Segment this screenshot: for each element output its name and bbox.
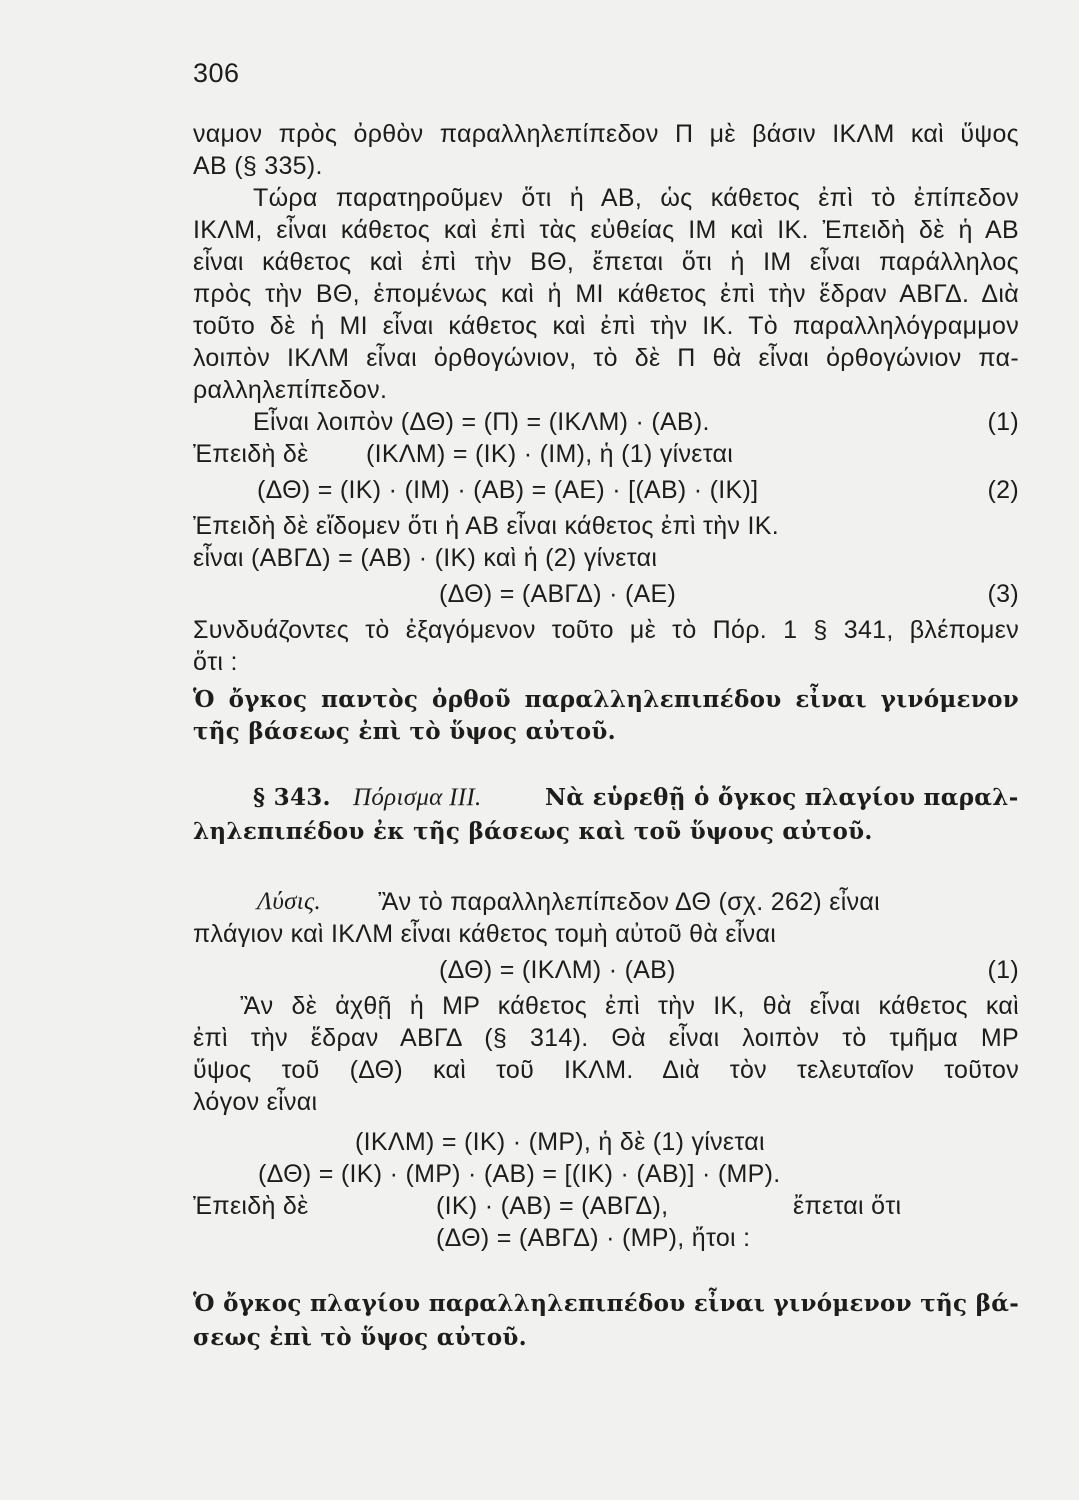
section-statement: Νὰ εὑρεθῇ ὁ ὄγκος πλαγίου παραλ- (545, 784, 1019, 811)
equation: (ΔΘ) = (ΙΚΛΜ) · (ΑΒ) (439, 956, 676, 984)
equation-line (193, 578, 1019, 610)
equation: (ΔΘ) = (ΙΚ) · (ΙΜ) · (ΑΒ) = (ΑΕ) · [(ΑΒ) · (ΙΚ)] (257, 476, 759, 504)
solution-label: Λύσις. (257, 888, 322, 915)
text-fragment: Ἐπειδὴ δὲ (193, 440, 309, 468)
equation-number: (1) (987, 956, 1019, 984)
equation-line (193, 954, 1019, 986)
text-line: ὅτι : (193, 648, 238, 676)
text-fragment: Ἂν τὸ παραλληλεπίπεδον ΔΘ (σχ. 262) εἶναι (378, 888, 880, 916)
text-line: Ἂν δὲ ἀχθῇ ἡ ΜΡ κάθετος ἐπὶ τὴν ΙΚ, θὰ εἶναι κάθετος καὶ (240, 992, 1019, 1020)
text-line: ΑΒ (§ 335). (193, 152, 323, 180)
text-line: εἶναι κάθετος καὶ ἐπὶ τὴν ΒΘ, ἔπεται ὅτι ἡ ΙΜ εἶναι παράλληλος (193, 248, 1019, 276)
text-line: Συνδυάζοντες τὸ ἐξαγόμενον τοῦτο μὲ τὸ Πόρ. 1 § 341, βλέπομεν (193, 616, 1019, 644)
equation: (ΙΚΛΜ) = (ΙΚ) · (ΜΡ), ἡ δὲ (1) γίνεται (355, 1128, 765, 1156)
text-line: ΙΚΛΜ, εἶναι κάθετος καὶ ἐπὶ τὰς εὐθείας ΙΜ καὶ ΙΚ. Ἐπειδὴ δὲ ἡ ΑΒ (193, 216, 1019, 244)
theorem-line: σεως ἐπὶ τὸ ὕψος αὐτοῦ. (193, 1324, 527, 1351)
text-line: πρὸς τὴν ΒΘ, ἑπομένως καὶ ἡ ΜΙ κάθετος ἐπὶ τὴν ἕδραν ΑΒΓΔ. Διὰ (193, 280, 1019, 308)
equation: Εἶναι λοιπὸν (ΔΘ) = (Π) = (ΙΚΛΜ) · (ΑΒ). (253, 408, 710, 436)
equation: (ΙΚΛΜ) = (ΙΚ) · (ΙΜ), ἡ (1) γίνεται (366, 440, 734, 468)
text-line: λόγον εἶναι (193, 1088, 318, 1116)
text-line: ὕψος τοῦ (ΔΘ) καὶ τοῦ ΙΚΛΜ. Διὰ τὸν τελευταῖον τοῦτον (193, 1056, 1019, 1084)
equation-line (193, 1190, 1019, 1222)
equation: (ΔΘ) = (ΙΚ) · (ΜΡ) · (ΑΒ) = [(ΙΚ) · (ΑΒ)] · (ΜΡ). (258, 1160, 781, 1188)
text-fragment: ἔπεται ὅτι (793, 1192, 902, 1220)
page-number: 306 (193, 58, 240, 88)
equation: (ΔΘ) = (ΑΒΓΔ) · (ΑΕ) (439, 580, 677, 608)
section-number: § 343. (253, 784, 331, 811)
text-fragment: Ἐπειδὴ δὲ (193, 1192, 309, 1220)
equation-line (193, 438, 1019, 470)
equation-number: (3) (987, 580, 1019, 608)
section-title: Πόρισμα ΙΙΙ. (353, 784, 482, 811)
equation-number: (1) (987, 408, 1019, 436)
text-line: εἶναι (ΑΒΓΔ) = (ΑΒ) · (ΙΚ) καὶ ἡ (2) γίνεται (193, 544, 658, 572)
equation-line (193, 406, 1019, 438)
text-line: Τώρα παρατηροῦμεν ὅτι ἡ ΑΒ, ὡς κάθετος ἐπὶ τὸ ἐπίπεδον (253, 184, 1019, 212)
section-statement-cont: ληλεπιπέδου ἐκ τῆς βάσεως καὶ τοῦ ὕψους αὐτοῦ. (193, 818, 873, 845)
text-line: τοῦτο δὲ ἡ ΜΙ εἶναι κάθετος καὶ ἐπὶ τὴν ΙΚ. Τὸ παραλληλόγραμμον (193, 312, 1019, 340)
text-line: πλάγιον καὶ ΙΚΛΜ εἶναι κάθετος τομὴ αὐτοῦ θὰ εἶναι (193, 920, 777, 948)
theorem-line: Ὁ ὄγκος παντὸς ὀρθοῦ παραλληλεπιπέδου εἶναι γινόμενον (193, 686, 1019, 713)
text-line: ἐπὶ τὴν ἕδραν ΑΒΓΔ (§ 314). Θὰ εἶναι λοιπὸν τὸ τμῆμα ΜΡ (193, 1024, 1019, 1052)
text-line: λοιπὸν ΙΚΛΜ εἶναι ὀρθογώνιον, τὸ δὲ Π θὰ εἶναι ὀρθογώνιον πα- (193, 344, 1019, 372)
equation-number: (2) (987, 476, 1019, 504)
text-line: Ἐπειδὴ δὲ εἴδομεν ὅτι ἡ ΑΒ εἶναι κάθετος ἐπὶ τὴν ΙΚ. (193, 512, 779, 540)
theorem-line: Ὁ ὄγκος πλαγίου παραλληλεπιπέδου εἶναι γινόμενον τῆς βά- (193, 1290, 1020, 1317)
theorem-line: τῆς βάσεως ἐπὶ τὸ ὕψος αὐτοῦ. (193, 718, 616, 745)
text-line: ναμον πρὸς ὀρθὸν παραλληλεπίπεδον Π μὲ βάσιν ΙΚΛΜ καὶ ὕψος (193, 120, 1019, 148)
section-heading (193, 782, 1019, 814)
equation: (ΙΚ) · (ΑΒ) = (ΑΒΓΔ), (436, 1192, 669, 1220)
solution-line (193, 886, 1019, 918)
equation: (ΔΘ) = (ΑΒΓΔ) · (ΜΡ), ἤτοι : (436, 1224, 751, 1252)
equation-line (193, 474, 1019, 506)
text-line: ραλληλεπίπεδον. (193, 376, 388, 404)
